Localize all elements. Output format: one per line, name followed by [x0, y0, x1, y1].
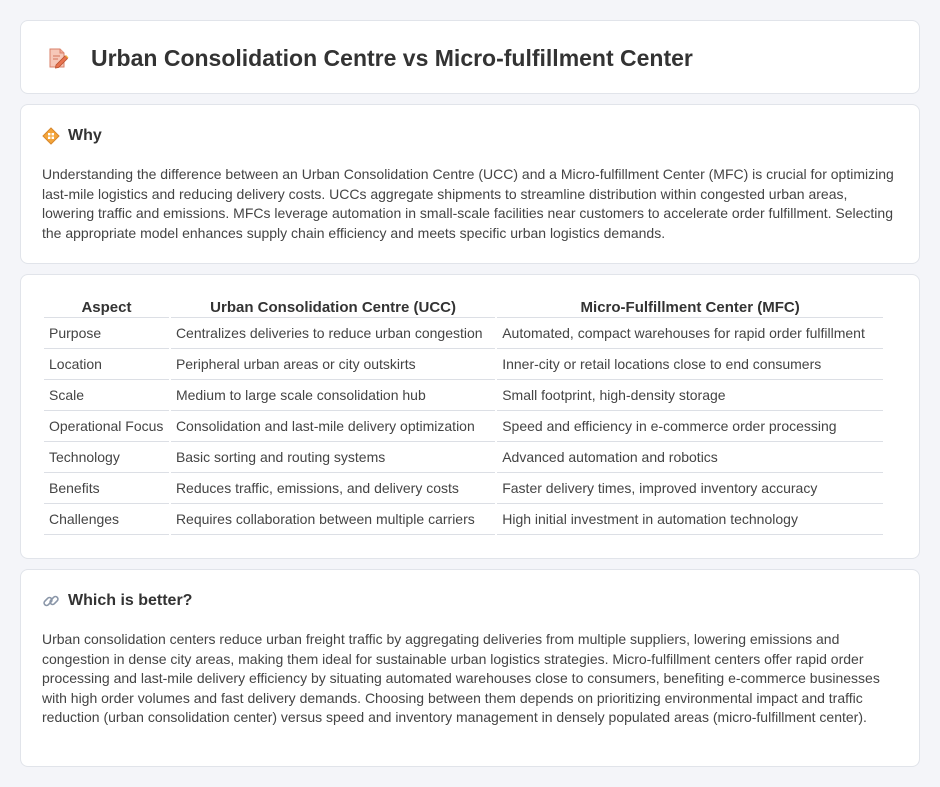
column-header-mfc: Micro-Fulfillment Center (MFC)	[497, 296, 883, 318]
table-cell-aspect: Challenges	[44, 504, 169, 535]
table-cell-aspect: Operational Focus	[44, 411, 169, 442]
page-title: Urban Consolidation Centre vs Micro-fulfillment Center	[91, 45, 693, 71]
why-heading: Why	[68, 127, 102, 144]
table-cell-ucc: Medium to large scale consolidation hub	[171, 380, 495, 411]
table-row	[44, 349, 883, 380]
diamond-icon	[42, 127, 60, 145]
table-cell-aspect: Scale	[44, 380, 169, 411]
comparison-table	[42, 296, 885, 535]
table-cell-mfc: Small footprint, high-density storage	[497, 380, 883, 411]
table-cell-mfc: Advanced automation and robotics	[497, 442, 883, 473]
table-cell-aspect: Location	[44, 349, 169, 380]
better-heading-row	[42, 591, 192, 611]
table-cell-ucc: Requires collaboration between multiple carriers	[171, 504, 495, 535]
why-heading-row	[42, 126, 102, 146]
better-text: Urban consolidation centers reduce urban freight traffic by aggregating deliveries from multiple suppliers, lowering emissions and congestion in dense city areas, making them ideal for sustainable urban logistics strategies. Micro-fulfillment centers offer rapid order processing and last-mile delivery efficiency by situating automated warehouses close to consumers, benefiting e-commerce businesses with high order volumes and fast delivery demands. Choosing between them depends on prioritizing environmental impact and traffic reduction (urban consolidation center) versus speed and inventory management in densely populated areas (micro-fulfillment center).	[42, 631, 880, 725]
table-cell-mfc: Faster delivery times, improved inventory accuracy	[497, 473, 883, 504]
table-row	[44, 318, 883, 349]
comparison-section	[20, 274, 920, 559]
table-cell-ucc: Centralizes deliveries to reduce urban congestion	[171, 318, 495, 349]
column-header-aspect: Aspect	[44, 296, 169, 318]
column-header-ucc: Urban Consolidation Centre (UCC)	[171, 296, 495, 318]
better-heading: Which is better?	[68, 592, 193, 609]
table-row	[44, 380, 883, 411]
which-is-better-section	[20, 569, 920, 767]
table-cell-ucc: Consolidation and last-mile delivery optimization	[171, 411, 495, 442]
table-cell-mfc: High initial investment in automation technology	[497, 504, 883, 535]
document-pencil-icon	[47, 47, 69, 69]
table-cell-ucc: Basic sorting and routing systems	[171, 442, 495, 473]
table-cell-ucc: Peripheral urban areas or city outskirts	[171, 349, 495, 380]
table-cell-mfc: Inner-city or retail locations close to end consumers	[497, 349, 883, 380]
table-cell-mfc: Speed and efficiency in e-commerce order processing	[497, 411, 883, 442]
table-row	[44, 473, 883, 504]
why-section	[20, 104, 920, 264]
table-cell-mfc: Automated, compact warehouses for rapid order fulfillment	[497, 318, 883, 349]
table-cell-ucc: Reduces traffic, emissions, and delivery costs	[171, 473, 495, 504]
table-header-row	[44, 296, 883, 318]
table-cell-aspect: Purpose	[44, 318, 169, 349]
table-row	[44, 411, 883, 442]
why-text: Understanding the difference between an Urban Consolidation Centre (UCC) and a Micro-fulfillment Center (MFC) is crucial for optimizing last-mile logistics and reducing delivery costs. UCCs aggregate shipments to streamline distribution within congested urban areas, lowering traffic and emissions. MFCs leverage automation in small-scale facilities near customers to accelerate order fulfillment. Selecting the appropriate model enhances supply chain efficiency and meets specific urban logistics demands.	[42, 166, 894, 241]
table-row	[44, 442, 883, 473]
table-cell-aspect: Benefits	[44, 473, 169, 504]
table-cell-aspect: Technology	[44, 442, 169, 473]
table-row	[44, 504, 883, 535]
link-icon	[42, 592, 60, 610]
title-card	[20, 20, 920, 94]
